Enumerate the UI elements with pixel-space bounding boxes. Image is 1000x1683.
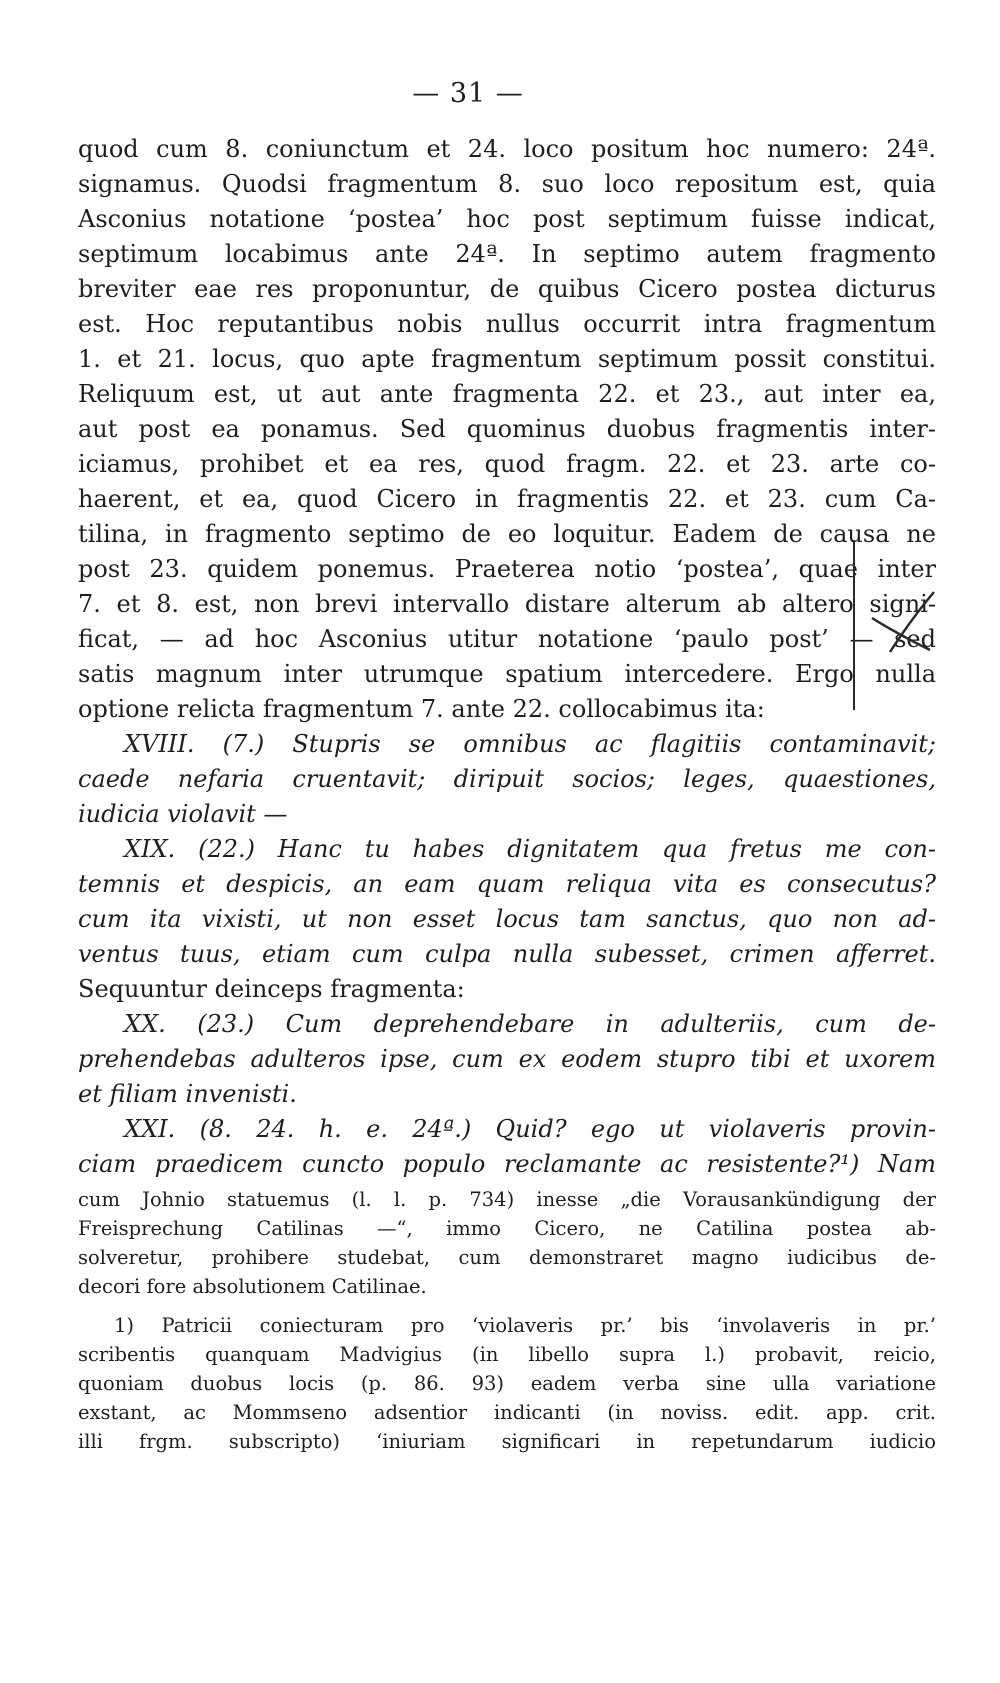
text-line: Reliquum est, ut aut ante fragmenta 22. et 23., aut inter ea, [78,380,936,408]
fragment-xix-line: cum ita vixisti, ut non esset locus tam sanctus, quo non ad- [78,905,936,933]
text-line: post 23. quidem ponemus. Praeterea notio ʻpostea’, quae inter [78,555,936,583]
text-line: aut post ea ponamus. Sed quominus duobus fragmentis inter- [78,415,936,443]
footnote-line: solveretur, prohibere studebat, cum demonstraret magno iudicibus de- [78,1246,936,1269]
text-line: tilina, in fragmento septimo de eo loquitur. Eadem de causa ne [78,520,936,548]
text-line: optione relicta fragmentum 7. ante 22. collocabimus ita: [78,695,765,723]
text-line: quod cum 8. coniunctum et 24. loco positum hoc numero: 24ª. [78,135,936,163]
text-line: iciamus, prohibet et ea res, quod fragm. 22. et 23. arte co- [78,450,936,478]
text-line: signamus. Quodsi fragmentum 8. suo loco repositum est, quia [78,170,936,198]
footnote-gap [78,1301,936,1311]
fragment-xviii-line: caede nefaria cruentavit; diripuit socios; leges, quaestiones, [78,765,936,793]
fragment-xxi-line: XXI. (8. 24. h. e. 24ª.) Quid? ego ut violaveris provin- [124,1115,936,1143]
text-line: est. Hoc reputantibus nobis nullus occurrit intra fragmentum [78,310,936,338]
fragment-xix-line: ventus tuus, etiam cum culpa nulla subesset, crimen afferret. [78,940,936,968]
fragment-xx-line: et filiam invenisti. [78,1080,297,1108]
footnote-1-line: scribentis quanquam Madvigius (in libello supra l.) probavit, reicio, [78,1343,936,1366]
fragment-xviii-line: iudicia violavit — [78,800,288,828]
footnote-line: Freisprechung Catilinas —“, immo Cicero, ne Catilina postea ab- [78,1217,936,1240]
text-line: satis magnum inter utrumque spatium intercedere. Ergo nulla [78,660,936,688]
text-line: 7. et 8. est, non brevi intervallo distare alterum ab altero signi- [78,590,936,618]
fragment-xix-line: XIX. (22.) Hanc tu habes dignitatem qua fretus me con- [124,835,936,863]
text-line: Sequuntur deinceps fragmenta: [78,975,465,1003]
text-line: Asconius notatione ʻpostea’ hoc post septimum fuisse indicat, [78,205,936,233]
text-line: breviter eae res proponuntur, de quibus Cicero postea dicturus [78,275,936,303]
margin-annotation-mark [850,540,940,715]
fragment-xviii-line: XVIII. (7.) Stupris se omnibus ac flagitiis contaminavit; [124,730,936,758]
text-line: ficat, — ad hoc Asconius utitur notatione ʻpaulo post’ — sed [78,625,936,653]
fragment-xix-line: temnis et despicis, an eam quam reliqua vita es consecutus? [78,870,936,898]
fragment-xx-line: XX. (23.) Cum deprehendebare in adulteriis, cum de- [124,1010,936,1038]
footnote-divider [78,1170,936,1171]
text-line: 1. et 21. locus, quo apte fragmentum septimum possit constitui. [78,345,936,373]
footnote-1-line: 1) Patricii coniecturam pro ʻviolaveris pr.’ bis ʻinvolaveris in pr.’ [114,1314,936,1337]
page-number: — 31 — [412,78,524,109]
footnote-1-line: quoniam duobus locis (p. 86. 93) eadem verba sine ulla variatione [78,1372,936,1395]
fragment-xxi-line: ciam praedicem cuncto populo reclamante ac resistente?¹) Nam [78,1150,936,1178]
footnote-line: cum Johnio statuemus (l. l. p. 734) inesse „die Vorausankündigung der [78,1188,936,1211]
footnote-1-line: exstant, ac Mommseno adsentior indicanti (in noviss. edit. app. crit. [78,1401,936,1424]
footnotes [78,1185,936,1456]
footnote-line: decori fore absolutionem Catilinae. [78,1275,427,1298]
fragment-xx-line: prehendebas adulteros ipse, cum ex eodem stupro tibi et uxorem [78,1045,936,1073]
text-line: haerent, et ea, quod Cicero in fragmentis 22. et 23. cum Ca- [78,485,936,513]
footnote-1-line: illi frgm. subscripto) ʻiniuriam significari in repetundarum iudicio [78,1430,936,1453]
text-line: septimum locabimus ante 24ª. In septimo autem fragmento [78,240,936,268]
main-text [78,132,936,1182]
